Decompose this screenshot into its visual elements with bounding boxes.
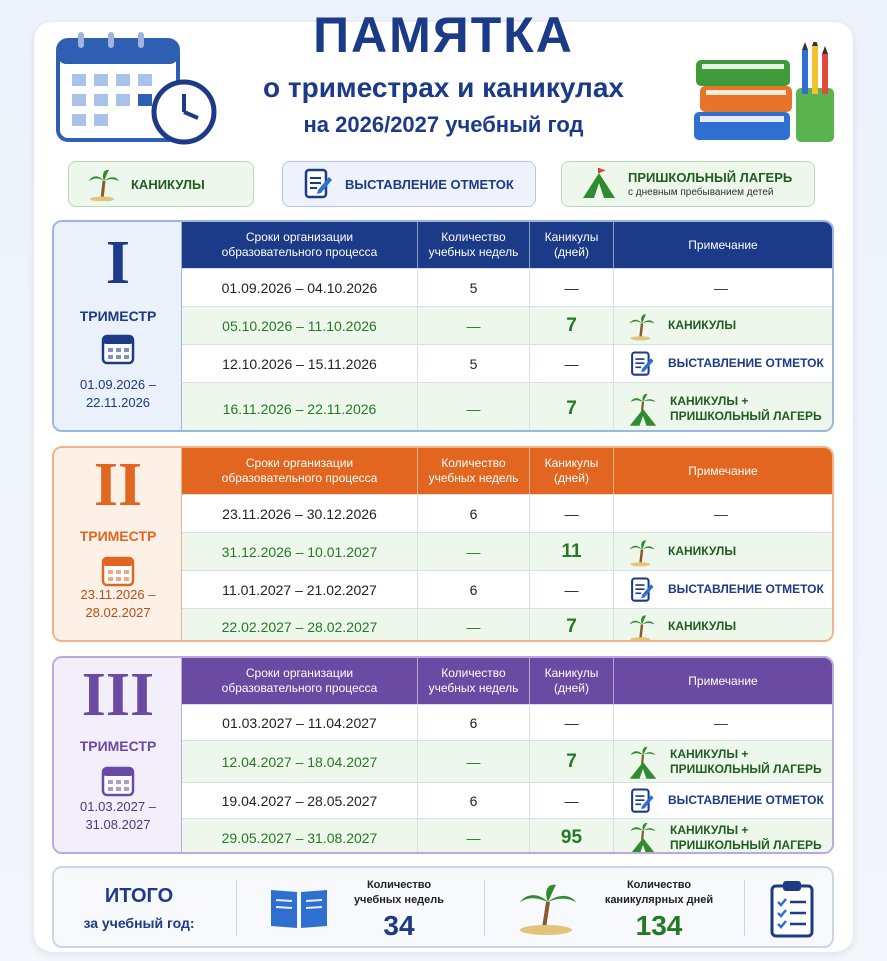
total-weeks-caption-2: учебных недель (353, 894, 445, 906)
total-days-value: 134 (635, 910, 683, 941)
cell-days: — (530, 783, 614, 818)
book-icon (268, 886, 330, 930)
header-period: Сроки организации образовательного процесса (182, 222, 418, 268)
cell-weeks: — (418, 819, 530, 854)
palm-tree-icon (87, 167, 121, 201)
note-text: — (714, 505, 728, 522)
note-text: КАНИКУЛЫ (668, 544, 737, 558)
trimester-label: ТРИМЕСТР (79, 528, 157, 544)
table-row (182, 782, 832, 818)
palm-tent-icon (628, 744, 658, 780)
document-pen-icon (301, 167, 335, 201)
cell-note (614, 705, 832, 740)
legend-grading (282, 161, 536, 207)
island-palm-icon (516, 880, 580, 936)
cell-period: 19.04.2027 – 28.05.2027 (182, 783, 418, 818)
table-row (182, 818, 832, 854)
cell-weeks: — (418, 383, 530, 432)
trimester-block (52, 656, 834, 854)
header-days: Каникулы (дней) (530, 222, 614, 268)
note-text: — (714, 279, 728, 296)
note-text: ВЫСТАВЛЕНИЕ ОТМЕТОК (668, 582, 824, 596)
trimester-dates: 01.09.2026 – 22.11.2026 (80, 377, 156, 410)
cell-note (614, 533, 832, 570)
cell-weeks: — (418, 307, 530, 344)
cell-period: 22.02.2027 – 28.02.2027 (182, 609, 418, 642)
trimester-info (54, 658, 182, 852)
table-row (182, 382, 832, 432)
cell-period: 05.10.2026 – 11.10.2026 (182, 307, 418, 344)
trimester-number: II (93, 451, 143, 519)
total-weeks-caption-1: Количество (366, 879, 432, 891)
cell-period: 16.11.2026 – 22.11.2026 (182, 383, 418, 432)
document-pen-icon (628, 575, 656, 605)
trimester-info (54, 222, 182, 430)
palm-tent-icon (628, 820, 658, 855)
note-text: КАНИКУЛЫ + ПРИШКОЛЬНЫЙ ЛАГЕРЬ (670, 393, 822, 423)
cell-weeks: 6 (418, 783, 530, 818)
cell-period: 01.03.2027 – 11.04.2027 (182, 705, 418, 740)
cell-weeks: — (418, 609, 530, 642)
total-days-caption-2: каникулярных дней (604, 894, 714, 906)
header-days: Каникулы (дней) (530, 448, 614, 494)
page-title: ПАМЯТКА (313, 7, 574, 63)
palm-tent-icon (628, 391, 658, 427)
cell-days: 7 (530, 609, 614, 642)
note-text: КАНИКУЛЫ (668, 318, 737, 332)
note-text: — (714, 714, 728, 731)
table-header (182, 222, 832, 268)
palm-tree-icon (628, 537, 656, 567)
table-row (182, 608, 832, 642)
cell-period: 23.11.2026 – 30.12.2026 (182, 495, 418, 532)
note-text: КАНИКУЛЫ + ПРИШКОЛЬНЫЙ ЛАГЕРЬ (670, 746, 822, 776)
header-note: Примечание (688, 673, 758, 688)
cell-weeks: 5 (418, 345, 530, 382)
clipboard-checklist-icon (768, 878, 816, 938)
cell-weeks: 6 (418, 705, 530, 740)
header-weeks: Количество учебных недель (418, 448, 530, 494)
cell-note (614, 609, 832, 642)
note-text: ВЫСТАВЛЕНИЕ ОТМЕТОК (668, 793, 824, 807)
table-row (182, 306, 832, 344)
cell-period: 11.01.2027 – 21.02.2027 (182, 571, 418, 608)
cell-period: 29.05.2027 – 31.08.2027 (182, 819, 418, 854)
cell-weeks: 6 (418, 571, 530, 608)
table-row (182, 532, 832, 570)
trimester-number: III (81, 661, 155, 729)
legend-camp-label: ПРИШКОЛЬНЫЙ ЛАГЕРЬ (628, 170, 793, 185)
trimester-table (182, 658, 832, 852)
cell-days: — (530, 571, 614, 608)
note-text: КАНИКУЛЫ (668, 619, 737, 633)
trimester-label: ТРИМЕСТР (79, 308, 157, 324)
trimester-info (54, 448, 182, 640)
header-days: Каникулы (дней) (530, 658, 614, 704)
calendar-icon (100, 762, 136, 798)
cell-note (614, 495, 832, 532)
table-row (182, 704, 832, 740)
table-header (182, 448, 832, 494)
page-subtitle: о триместрах и каникулах (263, 72, 624, 103)
cell-days: 95 (530, 819, 614, 854)
school-year: на 2026/2027 учебный год (303, 112, 584, 137)
legend-holidays (68, 161, 254, 207)
legend-holidays-label: КАНИКУЛЫ (131, 176, 205, 192)
cell-period: 01.09.2026 – 04.10.2026 (182, 269, 418, 306)
palm-tree-icon (628, 311, 656, 341)
cell-note (614, 269, 832, 306)
legend-camp-sub: с дневным пребыванием детей (628, 187, 774, 198)
cell-weeks: 5 (418, 269, 530, 306)
cell-days: 7 (530, 307, 614, 344)
cell-period: 12.10.2026 – 15.11.2026 (182, 345, 418, 382)
cell-note (614, 741, 832, 782)
cell-days: 7 (530, 383, 614, 432)
cell-days: 7 (530, 741, 614, 782)
trimester-block (52, 220, 834, 432)
table-header (182, 658, 832, 704)
document-pen-icon (628, 349, 656, 379)
cell-days: — (530, 705, 614, 740)
total-weeks-value: 34 (383, 910, 415, 941)
cell-weeks: 6 (418, 495, 530, 532)
header-period: Сроки организации образовательного процесса (182, 658, 418, 704)
cell-note (614, 571, 832, 608)
cell-days: — (530, 269, 614, 306)
calendar-icon (100, 330, 136, 366)
header-weeks: Количество учебных недель (418, 658, 530, 704)
cell-days: 11 (530, 533, 614, 570)
total-sublabel: за учебный год: (83, 915, 195, 931)
trimester-label: ТРИМЕСТР (79, 738, 157, 754)
table-row (182, 570, 832, 608)
cell-note (614, 383, 832, 432)
cell-note (614, 307, 832, 344)
trimester-block (52, 446, 834, 642)
note-text: КАНИКУЛЫ + ПРИШКОЛЬНЫЙ ЛАГЕРЬ (670, 822, 822, 852)
document-pen-icon (628, 786, 656, 816)
cell-note (614, 783, 832, 818)
trimester-number: I (105, 229, 131, 297)
note-text: ВЫСТАВЛЕНИЕ ОТМЕТОК (668, 356, 824, 370)
cell-weeks: — (418, 741, 530, 782)
tent-icon (580, 167, 618, 201)
header-weeks: Количество учебных недель (418, 222, 530, 268)
calendar-icon (100, 552, 136, 588)
cell-note (614, 819, 832, 854)
header-note: Примечание (688, 237, 758, 252)
trimester-dates: 23.11.2026 – 28.02.2027 (80, 587, 156, 620)
trimester-table (182, 222, 832, 430)
cell-period: 31.12.2026 – 10.01.2027 (182, 533, 418, 570)
cell-period: 12.04.2027 – 18.04.2027 (182, 741, 418, 782)
table-row (182, 344, 832, 382)
cell-days: — (530, 345, 614, 382)
legend-grading-label: ВЫСТАВЛЕНИЕ ОТМЕТОК (345, 176, 514, 192)
table-row (182, 494, 832, 532)
cell-days: — (530, 495, 614, 532)
legend-camp (561, 161, 815, 207)
total-label: ИТОГО (104, 885, 174, 907)
palm-tree-icon (628, 612, 656, 642)
table-row (182, 740, 832, 782)
trimester-table (182, 448, 832, 640)
total-summary (52, 866, 834, 948)
cell-weeks: — (418, 533, 530, 570)
total-days-caption-1: Количество (626, 879, 692, 891)
trimester-dates: 01.03.2027 – 31.08.2027 (80, 799, 156, 832)
cell-note (614, 345, 832, 382)
table-row (182, 268, 832, 306)
header-period: Сроки организации образовательного процесса (182, 448, 418, 494)
header-note: Примечание (688, 463, 758, 478)
